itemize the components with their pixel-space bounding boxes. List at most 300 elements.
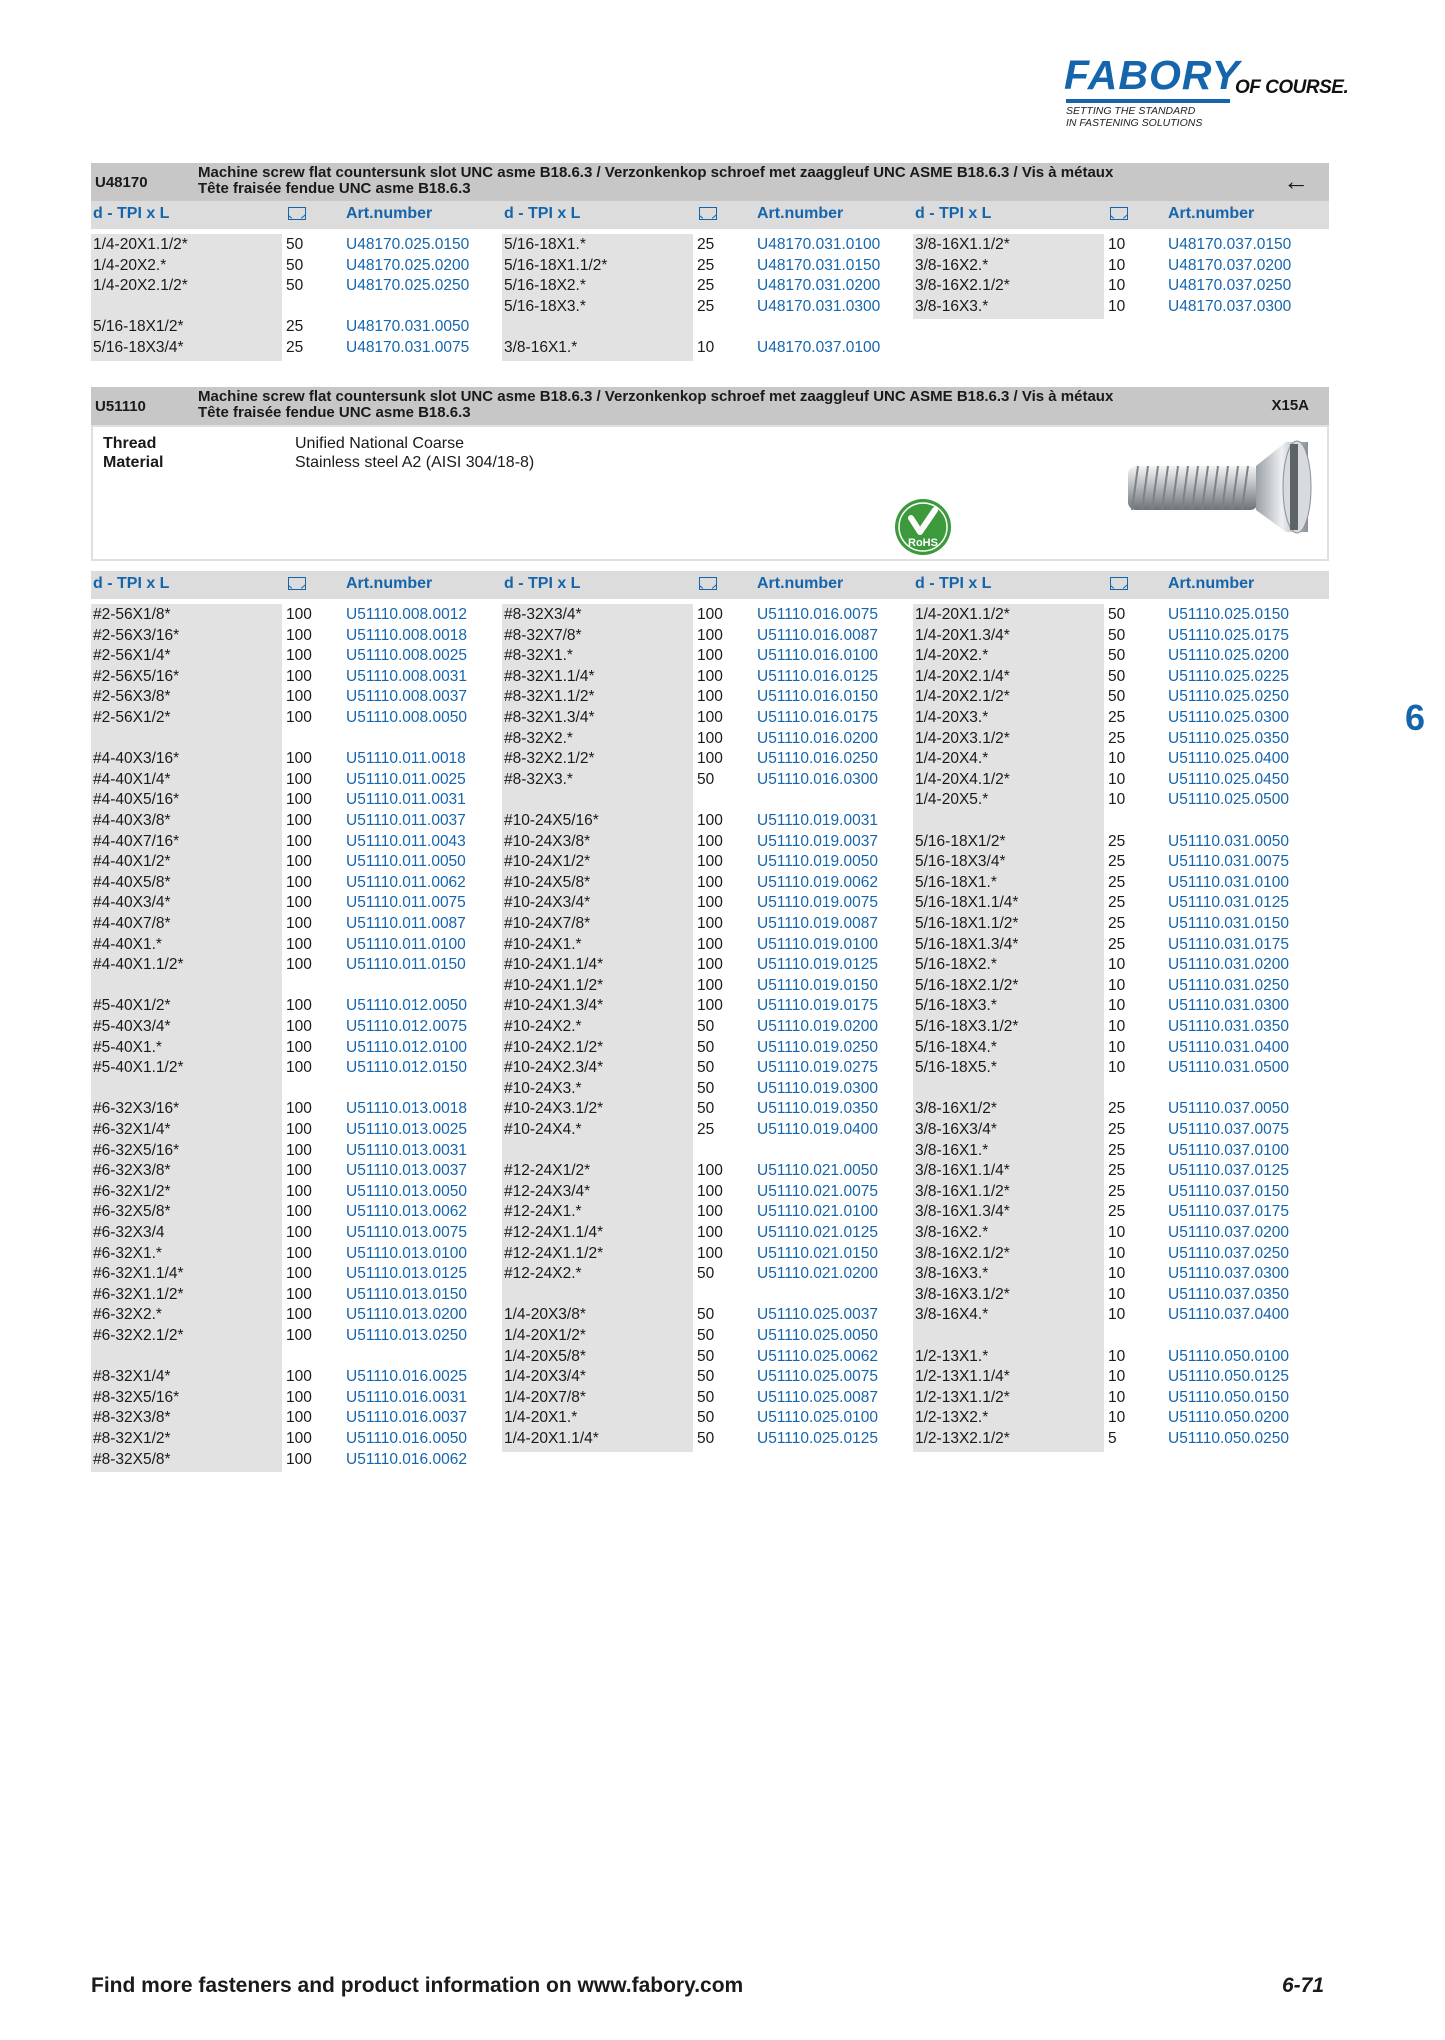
size-cell: 3/8-16X3.* [915, 1265, 989, 1283]
art-number-cell[interactable]: U51110.011.0050 [346, 853, 466, 871]
size-cell: 5/16-18X1/2* [93, 318, 184, 336]
size-cell: #8-32X1/2* [93, 1430, 171, 1447]
qty-cell: 100 [286, 1162, 312, 1180]
art-number-cell[interactable]: U51110.019.0037 [757, 832, 878, 850]
art-number-cell[interactable]: U51110.050.0250 [1168, 1430, 1289, 1447]
qty-cell: 10 [1108, 297, 1126, 315]
material-label: Material [103, 454, 164, 471]
size-cell: #8-32X1.1/4* [504, 667, 595, 685]
art-number-cell[interactable]: U51110.008.0037 [346, 688, 467, 706]
brand-name: FABORY [1064, 52, 1241, 98]
size-cell: #10-24X5/16* [504, 812, 599, 829]
size-cell: #12-24X1.1/2* [504, 1244, 604, 1262]
art-number-cell[interactable]: U51110.021.0050 [757, 1162, 878, 1180]
envelope-icon [1110, 577, 1128, 590]
size-cell: #6-32X5/8* [93, 1203, 171, 1221]
art-number-cell[interactable]: U51110.050.0150 [1168, 1388, 1289, 1406]
art-number-cell[interactable]: U51110.008.0031 [346, 667, 467, 685]
art-number-cell[interactable]: U51110.031.0200 [1168, 956, 1289, 974]
qty-cell: 50 [697, 1409, 715, 1427]
size-cell: 3/8-16X1/2* [915, 1100, 997, 1118]
art-number-cell[interactable]: U51110.019.0350 [757, 1100, 878, 1118]
size-cell: 5/16-18X1.1/2* [915, 915, 1019, 932]
col-art: Art.number [346, 205, 433, 222]
size-cell: 1/2-13X2.* [915, 1409, 989, 1427]
size-cell: 5/16-18X1/2* [915, 832, 1006, 850]
qty-cell: 100 [286, 791, 312, 809]
qty-cell: 100 [286, 1141, 312, 1159]
size-cell: #10-24X7/8* [504, 915, 591, 932]
size-cell: 5/16-18X2.* [915, 956, 997, 974]
art-number-cell[interactable]: U51110.012.0075 [346, 1018, 467, 1035]
qty-cell: 100 [286, 1038, 312, 1056]
size-cell: 5/16-18X1.1/4* [915, 894, 1019, 912]
size-cell: 1/4-20X3.1/2* [915, 729, 1010, 747]
size-cell: 1/4-20X4.1/2* [915, 770, 1010, 788]
qty-cell: 100 [697, 812, 723, 829]
art-number-cell[interactable]: U51110.025.0062 [757, 1347, 878, 1365]
art-number-cell[interactable]: U51110.016.0150 [757, 688, 878, 706]
art-number-cell[interactable]: U51110.013.0031 [346, 1141, 467, 1159]
size-cell: 5/16-18X1.3/4* [915, 935, 1019, 953]
art-number-cell[interactable]: U51110.025.0500 [1168, 791, 1289, 809]
size-cell: #4-40X1.* [93, 935, 162, 953]
back-arrow-icon[interactable]: ← [1283, 166, 1309, 196]
art-number-cell[interactable]: U51110.025.0100 [757, 1409, 878, 1427]
size-cell: 1/4-20X3.* [915, 709, 989, 726]
art-number-cell[interactable]: U48170.037.0250 [1168, 277, 1292, 295]
art-number-cell[interactable]: U51110.013.0125 [346, 1265, 467, 1283]
size-cell: #2-56X3/16* [93, 626, 180, 644]
art-number-cell[interactable]: U51110.050.0200 [1168, 1409, 1289, 1427]
art-number-cell[interactable]: U51110.011.0025 [346, 770, 466, 788]
size-cell: 3/8-16X3.1/2* [915, 1285, 1010, 1303]
envelope-icon [288, 577, 306, 590]
qty-cell: 10 [1108, 236, 1126, 253]
qty-cell: 25 [1108, 729, 1126, 747]
art-number-cell[interactable]: U48170.025.0250 [346, 277, 470, 295]
qty-cell: 10 [1108, 1224, 1126, 1241]
brand-tagline [1066, 105, 1286, 129]
qty-cell: 10 [1108, 1285, 1126, 1303]
thread-value: Unified National Coarse [295, 435, 464, 452]
art-number-cell[interactable]: U51110.011.0037 [346, 812, 466, 829]
qty-cell: 25 [1108, 1100, 1126, 1118]
art-number-cell[interactable]: U51110.016.0031 [346, 1388, 467, 1406]
size-cell: 3/8-16X1.1/4* [915, 1162, 1010, 1180]
size-cell: #6-32X3/8* [93, 1162, 171, 1180]
size-cell: #2-56X1/2* [93, 709, 171, 726]
art-number-cell[interactable]: U51110.037.0350 [1168, 1285, 1289, 1303]
art-number-cell[interactable]: U51110.008.0012 [346, 606, 467, 623]
size-cell: #8-32X3/4* [504, 606, 582, 623]
art-number-cell[interactable]: U51110.012.0150 [346, 1059, 467, 1077]
qty-cell: 50 [697, 1388, 715, 1406]
size-cell: #5-40X1.* [93, 1038, 162, 1056]
art-number-cell[interactable]: U51110.021.0075 [757, 1182, 878, 1200]
art-number-cell[interactable]: U51110.011.0018 [346, 750, 466, 768]
art-number-cell[interactable]: U51110.016.0050 [346, 1430, 467, 1447]
tagline-line-2: IN FASTENING SOLUTIONS [1066, 117, 1203, 129]
art-number-cell[interactable]: U51110.025.0300 [1168, 709, 1289, 726]
art-number-cell[interactable]: U51110.011.0075 [346, 894, 466, 912]
art-number-cell[interactable]: U51110.013.0150 [346, 1285, 467, 1303]
qty-cell: 100 [697, 750, 723, 768]
art-number-cell[interactable]: U51110.025.0037 [757, 1306, 878, 1324]
art-number-cell[interactable]: U51110.016.0075 [757, 606, 878, 623]
art-number-cell[interactable]: U51110.021.0125 [757, 1224, 878, 1241]
qty-cell: 100 [697, 688, 723, 706]
qty-cell: 100 [286, 1388, 312, 1406]
size-cell: #8-32X1.* [504, 647, 573, 665]
art-number-cell[interactable]: U51110.021.0200 [757, 1265, 878, 1283]
art-number-cell[interactable]: U51110.050.0125 [1168, 1368, 1289, 1386]
size-cell: 5/16-18X3.1/2* [915, 1018, 1019, 1035]
art-number-cell[interactable]: U51110.037.0250 [1168, 1244, 1289, 1262]
qty-cell: 10 [697, 339, 715, 356]
size-cell: #10-24X4.* [504, 1121, 582, 1138]
size-cell: #10-24X5/8* [504, 873, 591, 891]
qty-cell: 25 [1108, 873, 1126, 891]
art-number-cell[interactable]: U51110.037.0075 [1168, 1121, 1289, 1138]
art-number-cell[interactable]: U51110.025.0250 [1168, 688, 1289, 706]
art-number-cell[interactable]: U51110.037.0150 [1168, 1182, 1289, 1200]
size-cell: 1/4-20X2.1/4* [915, 667, 1010, 685]
art-number-cell[interactable]: U51110.013.0037 [346, 1162, 467, 1180]
qty-cell: 100 [697, 1244, 723, 1262]
art-number-cell[interactable]: U51110.021.0100 [757, 1203, 878, 1221]
size-cell: #6-32X2.1/2* [93, 1327, 184, 1344]
qty-cell: 25 [697, 236, 715, 253]
size-cell: #6-32X1.1/4* [93, 1265, 184, 1283]
qty-cell: 100 [286, 997, 312, 1015]
col-size: d - TPI x L [504, 205, 581, 222]
art-number-cell[interactable]: U51110.037.0300 [1168, 1265, 1289, 1283]
size-cell: #6-32X3/16* [93, 1100, 180, 1118]
art-number-cell[interactable]: U51110.008.0025 [346, 647, 467, 665]
art-number-cell[interactable]: U51110.013.0200 [346, 1306, 467, 1324]
art-number-cell[interactable]: U51110.025.0450 [1168, 770, 1289, 788]
art-number-cell[interactable]: U51110.031.0075 [1168, 853, 1289, 871]
art-number-cell[interactable]: U51110.050.0100 [1168, 1347, 1289, 1365]
qty-cell: 100 [697, 894, 723, 912]
col-size: d - TPI x L [93, 575, 170, 592]
qty-cell: 100 [286, 1059, 312, 1077]
qty-cell: 100 [286, 750, 312, 768]
qty-cell: 25 [1108, 1141, 1126, 1159]
size-cell: 1/4-20X7/8* [504, 1388, 586, 1406]
size-cell: 5/16-18X1.* [915, 873, 997, 891]
qty-cell: 100 [286, 873, 312, 891]
art-number-cell[interactable]: U51110.013.0250 [346, 1327, 467, 1344]
qty-cell: 25 [286, 318, 304, 336]
qty-cell: 10 [1108, 791, 1126, 809]
art-number-cell[interactable]: U51110.016.0025 [346, 1368, 467, 1386]
art-number-cell[interactable]: U51110.016.0037 [346, 1409, 467, 1427]
size-cell: #8-32X3/8* [93, 1409, 171, 1427]
art-number-cell[interactable]: U51110.019.0300 [757, 1079, 878, 1097]
art-number-cell[interactable]: U48170.037.0200 [1168, 256, 1292, 274]
qty-cell: 100 [286, 667, 312, 685]
size-cell: 5/16-18X2.1/2* [915, 976, 1019, 994]
art-number-cell[interactable]: U51110.011.0087 [346, 915, 466, 932]
art-number-cell[interactable]: U51110.031.0150 [1168, 915, 1289, 932]
art-number-cell[interactable]: U51110.019.0275 [757, 1059, 878, 1077]
art-number-cell[interactable]: U51110.012.0100 [346, 1038, 467, 1056]
art-number-cell[interactable]: U51110.016.0125 [757, 667, 878, 685]
size-cell: #6-32X1/2* [93, 1182, 171, 1200]
art-number-cell[interactable]: U51110.037.0125 [1168, 1162, 1289, 1180]
art-number-cell[interactable]: U51110.016.0250 [757, 750, 878, 768]
art-number-cell[interactable]: U51110.013.0018 [346, 1100, 467, 1118]
section-title [198, 165, 1248, 197]
qty-cell: 50 [697, 1038, 715, 1056]
art-number-cell[interactable]: U51110.011.0150 [346, 956, 466, 974]
qty-cell: 10 [1108, 976, 1126, 994]
size-cell: 5/16-18X3/4* [93, 339, 184, 356]
art-number-cell[interactable]: U51110.031.0175 [1168, 935, 1289, 953]
art-number-cell[interactable]: U51110.011.0062 [346, 873, 466, 891]
art-number-cell[interactable]: U51110.031.0250 [1168, 976, 1289, 994]
art-number-cell[interactable]: U51110.021.0150 [757, 1244, 878, 1262]
art-number-cell[interactable]: U51110.031.0100 [1168, 873, 1289, 891]
art-number-cell[interactable]: U51110.019.0100 [757, 935, 878, 953]
art-number-cell[interactable]: U51110.016.0200 [757, 729, 878, 747]
art-number-cell[interactable]: U51110.016.0062 [346, 1450, 467, 1468]
qty-cell: 100 [697, 1182, 723, 1200]
art-number-cell[interactable]: U51110.019.0125 [757, 956, 878, 974]
size-cell: 5/16-18X5.* [915, 1059, 997, 1077]
qty-cell: 25 [697, 277, 715, 295]
art-number-cell[interactable]: U51110.025.0350 [1168, 729, 1289, 747]
art-number-cell[interactable]: U51110.019.0200 [757, 1018, 878, 1035]
art-number-cell[interactable]: U51110.031.0050 [1168, 832, 1289, 850]
qty-cell: 100 [286, 1182, 312, 1200]
size-cell: 1/4-20X1.1/2* [93, 236, 188, 253]
qty-cell: 25 [1108, 1121, 1126, 1138]
size-cell: 5/16-18X1.* [504, 236, 586, 253]
art-number-cell[interactable]: U51110.019.0031 [757, 812, 878, 829]
qty-cell: 25 [697, 297, 715, 315]
qty-cell: 10 [1108, 1265, 1126, 1283]
qty-cell: 10 [1108, 1038, 1126, 1056]
qty-cell: 100 [286, 1450, 312, 1468]
size-cell: #10-24X3/4* [504, 894, 591, 912]
table2-column-header [91, 571, 1329, 599]
qty-cell: 100 [286, 1244, 312, 1262]
qty-cell: 100 [286, 647, 312, 665]
art-number-cell[interactable]: U51110.013.0050 [346, 1182, 467, 1200]
art-number-cell[interactable]: U51110.025.0225 [1168, 667, 1289, 685]
chapter-tab: 6 [1405, 697, 1426, 738]
qty-cell: 50 [697, 1306, 715, 1324]
art-number-cell[interactable]: U48170.037.0100 [757, 339, 881, 356]
col-size: d - TPI x L [93, 205, 170, 222]
qty-cell: 25 [697, 256, 715, 274]
size-cell: 3/8-16X4.* [915, 1306, 989, 1324]
size-cell: 3/8-16X1.* [504, 339, 578, 356]
qty-cell: 100 [697, 1224, 723, 1241]
size-cell: #8-32X1.1/2* [504, 688, 595, 706]
art-number-cell[interactable]: U51110.019.0150 [757, 976, 878, 994]
size-cell: #8-32X5/16* [93, 1388, 180, 1406]
qty-cell: 50 [697, 1368, 715, 1386]
art-number-cell[interactable]: U51110.025.0125 [757, 1430, 878, 1447]
size-cell: #10-24X3/8* [504, 832, 591, 850]
art-number-cell[interactable]: U51110.031.0350 [1168, 1018, 1289, 1035]
art-number-cell[interactable]: U51110.013.0062 [346, 1203, 467, 1221]
qty-cell: 100 [697, 915, 723, 932]
qty-cell: 100 [286, 1368, 312, 1386]
size-cell: #12-24X1/2* [504, 1162, 591, 1180]
qty-cell: 10 [1108, 256, 1126, 274]
screw-image [1118, 436, 1318, 538]
qty-cell: 10 [1108, 1368, 1126, 1386]
brand-slogan: OF COURSE. [1235, 77, 1349, 98]
art-number-cell[interactable]: U51110.019.0175 [757, 997, 878, 1015]
size-cell: #10-24X1.1/2* [504, 976, 604, 994]
qty-cell: 50 [1108, 647, 1126, 665]
art-number-cell[interactable]: U51110.025.0087 [757, 1388, 878, 1406]
size-cell: #4-40X5/16* [93, 791, 180, 809]
size-cell: #6-32X3/4 [93, 1224, 165, 1241]
qty-cell: 10 [1108, 1244, 1126, 1262]
art-number-cell[interactable]: U51110.019.0075 [757, 894, 878, 912]
qty-cell: 50 [697, 1347, 715, 1365]
qty-cell: 100 [697, 667, 723, 685]
art-number-cell[interactable]: U48170.025.0200 [346, 256, 470, 274]
art-number-cell[interactable]: U51110.031.0500 [1168, 1059, 1289, 1077]
art-number-cell[interactable]: U51110.031.0400 [1168, 1038, 1289, 1056]
size-cell: #4-40X3/4* [93, 894, 171, 912]
size-cell: #4-40X7/8* [93, 915, 171, 932]
qty-cell: 100 [286, 1224, 312, 1241]
qty-cell: 50 [1108, 606, 1126, 623]
qty-cell: 25 [1108, 832, 1126, 850]
art-number-cell[interactable]: U51110.037.0175 [1168, 1203, 1289, 1221]
size-cell: 1/4-20X5/8* [504, 1347, 586, 1365]
art-number-cell[interactable]: U51110.031.0300 [1168, 997, 1289, 1015]
art-number-cell[interactable]: U48170.031.0150 [757, 256, 881, 274]
qty-cell: 10 [1108, 956, 1126, 974]
size-cell: 1/2-13X2.1/2* [915, 1430, 1010, 1447]
art-number-cell[interactable]: U48170.031.0100 [757, 236, 881, 253]
size-cell: 1/4-20X1.1/4* [504, 1430, 599, 1447]
art-number-cell[interactable]: U51110.019.0087 [757, 915, 878, 932]
size-cell: #6-32X1.1/2* [93, 1285, 184, 1303]
qty-cell: 100 [697, 626, 723, 644]
art-number-cell[interactable]: U48170.025.0150 [346, 236, 470, 253]
qty-cell: 50 [697, 1100, 715, 1118]
tagline-line-1: SETTING THE STANDARD [1066, 105, 1196, 117]
art-number-cell[interactable]: U48170.031.0300 [757, 297, 881, 315]
col-size: d - TPI x L [915, 575, 992, 592]
art-number-cell[interactable]: U48170.037.0150 [1168, 236, 1292, 253]
art-number-cell[interactable]: U51110.008.0018 [346, 626, 467, 644]
art-number-cell[interactable]: U51110.016.0300 [757, 770, 878, 788]
art-number-cell[interactable]: U51110.037.0200 [1168, 1224, 1289, 1241]
art-number-cell[interactable]: U51110.016.0100 [757, 647, 878, 665]
size-cell: 5/16-18X2.* [504, 277, 586, 295]
art-number-cell[interactable]: U51110.011.0031 [346, 791, 466, 809]
art-number-cell[interactable]: U51110.012.0050 [346, 997, 467, 1015]
size-cell: 5/16-18X3/4* [915, 853, 1006, 871]
qty-cell: 100 [286, 709, 312, 726]
art-number-cell[interactable]: U51110.011.0043 [346, 832, 466, 850]
size-cell: #12-24X2.* [504, 1265, 582, 1283]
art-number-cell[interactable]: U48170.031.0200 [757, 277, 881, 295]
size-cell: 1/4-20X1.3/4* [915, 626, 1010, 644]
size-cell: 1/4-20X3/8* [504, 1306, 586, 1324]
art-number-cell[interactable]: U48170.031.0050 [346, 318, 470, 336]
art-number-cell[interactable]: U51110.037.0400 [1168, 1306, 1289, 1324]
art-number-cell[interactable]: U51110.011.0100 [346, 935, 466, 953]
art-number-cell[interactable]: U51110.013.0025 [346, 1121, 467, 1138]
qty-cell: 100 [286, 1306, 312, 1324]
section-code: U48170 [95, 174, 148, 191]
size-cell: #8-32X2.* [504, 729, 573, 747]
qty-cell: 10 [1108, 1059, 1126, 1077]
art-number-cell[interactable]: U51110.025.0200 [1168, 647, 1289, 665]
qty-cell: 100 [697, 606, 723, 623]
art-number-cell[interactable]: U51110.019.0062 [757, 873, 878, 891]
size-cell: 1/2-13X1.1/4* [915, 1368, 1010, 1386]
art-number-cell[interactable]: U48170.037.0300 [1168, 297, 1292, 315]
section-u51110-header [91, 387, 1329, 425]
art-number-cell[interactable]: U48170.031.0075 [346, 339, 470, 356]
qty-cell: 10 [1108, 277, 1126, 295]
art-number-cell[interactable]: U51110.037.0050 [1168, 1100, 1289, 1118]
art-number-cell[interactable]: U51110.019.0250 [757, 1038, 878, 1056]
qty-cell: 100 [697, 709, 723, 726]
col-art: Art.number [1168, 205, 1255, 222]
qty-cell: 100 [286, 1430, 312, 1447]
size-cell: #10-24X3.* [504, 1079, 582, 1097]
art-number-cell[interactable]: U51110.037.0100 [1168, 1141, 1289, 1159]
art-number-cell[interactable]: U51110.016.0175 [757, 709, 878, 726]
size-cell: #6-32X5/16* [93, 1141, 180, 1159]
art-number-cell[interactable]: U51110.025.0050 [757, 1327, 878, 1344]
size-cell: 1/4-20X2.1/2* [93, 277, 188, 295]
qty-cell: 50 [286, 277, 304, 295]
art-number-cell[interactable]: U51110.013.0075 [346, 1224, 467, 1241]
size-cell: 1/4-20X5.* [915, 791, 989, 809]
art-number-cell[interactable]: U51110.025.0175 [1168, 626, 1289, 644]
art-number-cell[interactable]: U51110.019.0400 [757, 1121, 878, 1138]
size-cell: #4-40X3/16* [93, 750, 180, 768]
envelope-icon [288, 207, 306, 220]
size-cell: 3/8-16X2.1/2* [915, 1244, 1010, 1262]
qty-cell: 100 [697, 873, 723, 891]
art-number-cell[interactable]: U51110.016.0087 [757, 626, 878, 644]
art-number-cell[interactable]: U51110.008.0050 [346, 709, 467, 726]
art-number-cell[interactable]: U51110.019.0050 [757, 853, 878, 871]
art-number-cell[interactable]: U51110.025.0150 [1168, 606, 1289, 623]
section-title-line-2: Tête fraisée fendue UNC asme B18.6.3 [198, 180, 471, 197]
art-number-cell[interactable]: U51110.025.0400 [1168, 750, 1289, 768]
qty-cell: 100 [286, 606, 312, 623]
size-cell: #10-24X1/2* [504, 853, 591, 871]
qty-cell: 100 [286, 770, 312, 788]
section-title-line-1: Machine screw flat countersunk slot UNC asme B18.6.3 / Verzonkenkop schroef met zaaggleuf UNC ASME B18.6.3 / Vis à métaux [198, 164, 1114, 181]
qty-cell: 25 [1108, 709, 1126, 726]
qty-cell: 100 [286, 1409, 312, 1427]
art-number-cell[interactable]: U51110.025.0075 [757, 1368, 878, 1386]
qty-cell: 10 [1108, 1409, 1126, 1427]
qty-cell: 100 [697, 997, 723, 1015]
art-number-cell[interactable]: U51110.013.0100 [346, 1244, 467, 1262]
art-number-cell[interactable]: U51110.031.0125 [1168, 894, 1289, 912]
